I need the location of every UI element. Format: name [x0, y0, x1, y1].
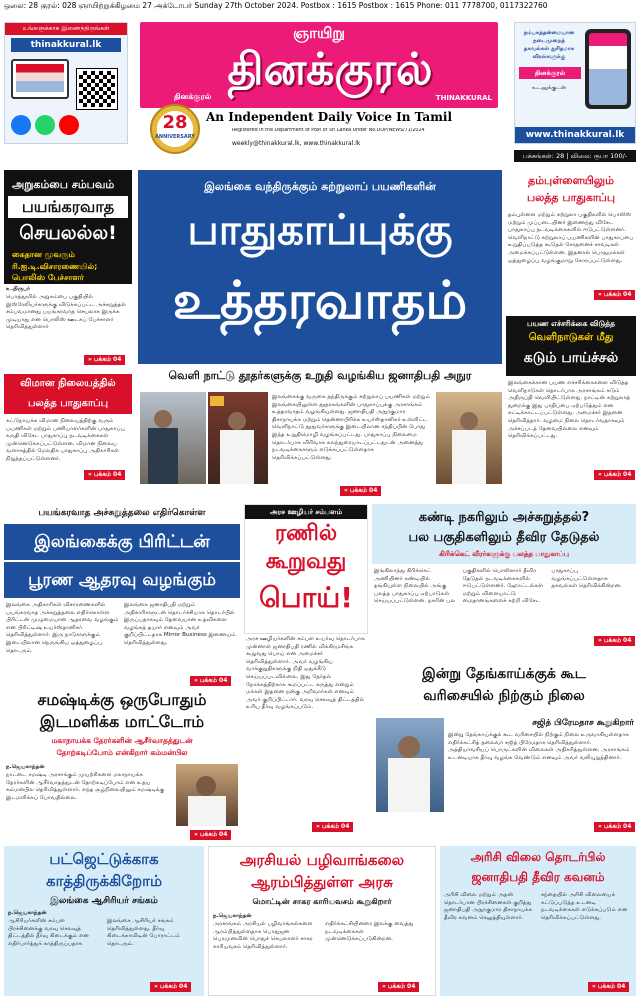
right-ad-line2: நடைமுறைத் [533, 38, 565, 44]
federalism-speaker-photo [176, 764, 238, 826]
coconut-speaker-photo [376, 718, 444, 812]
r1-headline-2: பலத்த பாதுகாப்பு [526, 191, 616, 204]
a7-headline-2: இடமளிக்க மாட்டோம் [39, 712, 205, 731]
a10-body: அரிசி விலை மற்றும் அதன் தொடர்பான பிரச்சினைகள் குறித்து ஜனாதிபதி அநுரகுமார திசாநாயக்க தீவிர கவனம் செலுத்தியுள்ளார். சந்தையில் அரிசி விலையைக் கட்டுப்படுத்த உடனடி நடவடிக்கைகள் எடுக்கப்படும் என தெரிவிக்கப்பட்டுள்ளது. [444, 892, 628, 921]
masthead-day: ஞாயிறு [293, 24, 345, 42]
article-airport[interactable] [4, 374, 132, 482]
right-ad-app: தினக்குரல் [519, 67, 581, 79]
top-info-bar: ஒலை: 28 குரல்: 028 ஞாயிற்றுக்கிழமை 27 அக்டோபர் Sunday 27th October 2024. Postbox : 1615 Postbox : 1615 Phone: 011 7778700, 0117322760 [0, 0, 640, 12]
article-rice-price[interactable] [440, 846, 636, 996]
masthead-title: தினக்குரல் [227, 44, 433, 95]
a1-headline-2: பயங்கரவாத [8, 196, 128, 218]
a1-headline-3: செயலல்ல! [19, 222, 117, 244]
a9-headline-1: அரசியல் பழிவாங்கலை [239, 851, 405, 869]
r1-continued[interactable]: » பக்கம் 04 [594, 290, 635, 300]
a9-sub: மொட்டின் சாகர காரியவசம் கூறுகிறார் [252, 897, 392, 906]
a7-sub-1: மகாநாயக்க தேரர்களின் ஆசீர்வாதத்துடன் [51, 736, 193, 745]
facebook-icon[interactable] [11, 115, 31, 135]
article-travel-warning[interactable] [506, 316, 636, 376]
r2-kicker: பயண எச்சரிக்கை விடுத்த [526, 319, 616, 328]
a5-body: இங்கிலாந்து கிரிக்கெட் அணியினர் கண்டியில் தங்கியுள்ள நிலையில் அங்கு பலத்த பாதுகாப்பு ஏற்பாடுகள் செய்யப்பட்டுள்ளன. நகரின் பல பகுதிகளில் பொலிஸார் தீவிர தேடுதல் நடவடிக்கைகளில் ஈடுபட்டுள்ளனர். ஹோட்டல்கள் மற்றும் விளையாட்டு மைதானங்களைச் சுற்றி விசேட பாதுகாப்பு வழங்கப்பட்டுள்ளதாக தகவல்கள் தெரிவிக்கின்றன. [374, 568, 622, 605]
a10-headline-2: ஜனாதிபதி தீவிர கவனம் [471, 870, 605, 884]
a4-headline-1: ரணில் [274, 521, 338, 546]
a8-body: ஆசிரியர்களின் சம்பள பிரச்சினைக்கு வரவு செலவுத் திட்டத்தில் தீர்வு கிடைக்கும் என எதிர்பார்த்துக் காத்திருப்பதாக இலங்கை ஆசிரியர் சங்கம் தெரிவித்துள்ளது. தீர்வு கிடைக்காவிடின் போராட்டம் தொடரும். [8, 918, 180, 947]
a7-byline: ந.ஜெயகாந்தன் [6, 764, 45, 770]
a1-sub-1: கைதான மூவரும் [12, 250, 75, 259]
masthead [140, 22, 498, 108]
a2-headline-2: பலத்த பாதுகாப்பு [4, 394, 132, 414]
a3-headline-1: இலங்கைக்கு பிரிட்டன் [4, 524, 240, 560]
youtube-icon[interactable] [59, 115, 79, 135]
a10-continued[interactable]: » பக்கம் 04 [588, 982, 629, 992]
lead-photo-2 [208, 392, 268, 484]
article-arugambay[interactable] [4, 170, 132, 284]
a8-headline-2: காத்திருக்கிறோம் [45, 872, 163, 890]
anniversary-text: ANNIVERSARY [155, 134, 195, 140]
a1-body: பொத்துவில் அறுகம்பை பகுதியில் இஸ்ரேலியர்களுக்கு விடுக்கப்பட்ட அச்சுறுத்தல் சம்பவமானது பயங்கரவாத செயலாக இருக்க முடியாது என பொலிஸ் ஊடகப் பேச்சாளர் தெரிவித்துள்ளார் [6, 294, 126, 331]
a9-byline: ந.ஜெயகாந்தன் [213, 913, 252, 919]
right-ad-line1: நம்பகத்தன்மையான [523, 30, 575, 36]
a7-headline-1: சமஷ்டிக்கு ஒருபோதும் [37, 690, 207, 709]
a4-headline-3: பொய்! [258, 581, 354, 614]
a4-body: அரச ஊழியர்களின் சம்பள உயர்வு தொடர்பாக முன்னாள் ஜனாதிபதி ரணில் விக்கிரமசிங்க கூறுவது பொய் என அமைச்சர் தெரிவித்துள்ளார். அவர் வழங்கிய வாக்குறுதிகளுக்கு நிதி ஒதுக்கீடு செய்யப்படவில்லை. இது தேர்தல் நோக்கத்திற்காக கூறப்பட்ட கருத்து என்றும் மக்கள் இதனை நன்கு அறிவார்கள் எனவும் அவர் குறிப்பிட்டார். வரவு செலவுத் திட்டத்தில் உரிய தீர்வு வழங்கப்படும். [246, 636, 365, 711]
a7-body: நாட்டை சமஷ்டி அரசாக்கும் முயற்சிகளை மகாநாயக்க தேரர்களின் ஆசீர்வாதத்துடன் தோற்கடிப்போம் என உதய கம்மன்பில தெரிவித்துள்ளார். எந்த சூழ்நிலையிலும் சமஷ்டிக்கு இடமளிக்கப் போவதில்லை. [6, 772, 165, 801]
a3-body-1: இலங்கை அதிகாரிகள் விசாரணைகளில் பயங்கரவாத அச்சுறுத்தலை எதிர்கொள்ள பிரிட்டன் முழுமையான ஆதரவை வழங்கும் என பிரிட்டிஷ் உயர்ஸ்தானிகர் தெரிவித்துள்ளார். இரு நாடுகளுக்கும் இடையிலான நெருங்கிய ஒத்துழைப்பு தொடரும். [6, 602, 119, 654]
left-ad-caption: உங்களுக்காக இணைந்திருங்கள் [5, 23, 127, 35]
a1-headline-1: அறுகம்பை சம்பவம் [12, 178, 115, 191]
article-political-revenge[interactable] [208, 846, 436, 996]
a6-body: இன்று தேங்காய்க்குக் கூட வரிசையில் நிற்கும் நிலை உருவாகியுள்ளதாக எதிர்க்கட்சித் தலைவர் சஜித் பிரேமதாச தெரிவித்துள்ளார். அத்தியாவசியப் பொருட்களின் விலைகள் அதிகரித்துள்ளன. அரசாங்கம் உடனடியாக தீர்வு வழங்க வேண்டும் எனவும் அவர் வலியுறுத்தினார். [448, 732, 630, 761]
a1-continued[interactable]: » பக்கம் 04 [84, 355, 125, 365]
a6-continued[interactable]: » பக்கம் 04 [594, 822, 635, 832]
qr-code-icon [77, 69, 117, 109]
a5-continued[interactable]: » பக்கம் 04 [594, 636, 635, 646]
right-ad-site: www.thinakkural.lk [515, 127, 635, 143]
whatsapp-icon[interactable] [35, 115, 55, 135]
masthead-emails[interactable]: weekly@thinakkural.lk, www.thinakkural.lk [232, 140, 361, 147]
a1-byline: உ.நிருபர் [6, 286, 31, 292]
left-ad[interactable] [4, 22, 128, 144]
a5-headline-2: பல பகுதிகளிலும் தீவிர தேடுதல் [408, 530, 600, 545]
a1-sub-2: ரி.ஐ.டி.விசாரணையில்; [12, 262, 98, 271]
r2-headline-2: கடும் பாய்ச்சல் [523, 350, 619, 366]
a9-headline-2: ஆரம்பித்துள்ள அரசு [251, 873, 393, 891]
page-info: பக்கங்கள்: 28 | விலை: ரூபா 100/- [514, 150, 636, 162]
lead-body: இலங்கைக்கு வருகை தந்திருக்கும் சுற்றுலாப் பயணிகள் மற்றும் இலங்கையிலுள்ள தூதரகங்களின் பாதுகாப்புக்கு அரசாங்கம் உத்தரவாதம் வழங்கியுள்ளது. ஜனாதிபதி அநுரகுமார திசாநாயக்க மற்றும் தென்னாபிரிக்க உயர்ஸ்தானிகர் உள்ளிட்ட வெளிநாட்டு தூதுவர்களுக்கு இடையிலான சந்திப்பின் போது இந்த உறுதிமொழி வழங்கப்பட்டது. பாதுகாப்பு நிலைமை தொடர்பாக விரிவாக கலந்துரையாடப்பட்டதுடன் அனைத்து நடவடிக்கைகளும் எடுக்கப்பட்டுள்ளதாக தெரிவிக்கப்பட்டுள்ளது. [272, 394, 430, 461]
r1-body: தம்புள்ளை மற்றும் சுற்றுலா பகுதிகளில் பொலிஸ் மற்றும் முப்படையினர் இணைந்து விசேட பாதுகாப்பு நடவடிக்கைகளில் ஈடுபட்டுள்ளனர். வெளிநாட்டு சுற்றுலாப் பயணிகளின் பாதுகாப்பை உறுதிப்படுத்த கூடுதல் சோதனைச் சாவடிகள் அமைக்கப்பட்டுள்ளன. இதனால் பொதுமக்கள் ஒத்துழைப்பு வழங்குமாறு கோரப்பட்டுள்ளது. [508, 212, 634, 264]
a3-continued[interactable]: » பக்கம் 04 [190, 676, 231, 686]
lead-headline-2: உத்தரவாதம் [172, 271, 468, 331]
a4-kicker: அரச ஊழியர் சம்பளம் [245, 505, 367, 519]
a1-sub-3: பொலிஸ் பேச்சாளர் [12, 273, 84, 282]
masthead-tagline: An Independent Daily Voice In Tamil [206, 110, 453, 124]
article-coconut[interactable] [372, 664, 636, 714]
smartphone-icon [585, 29, 631, 109]
lead-photo-3 [436, 392, 502, 484]
a7-sub-2: தோற்கடிப்போம் என்கிறார் கம்மன்பில [56, 748, 188, 757]
r2-headline-1: வெளிநாடுகள் மீது [528, 332, 614, 343]
laptop-icon [11, 59, 69, 99]
a9-body: அரசாங்கம் அரசியல் பழிவாங்கல்களை ஆரம்பித்துள்ளதாக பொதுஜன பெரமுனவின் பொதுச் செயலாளர் சாகர காரியவசம் தெரிவித்துள்ளார். எதிர்க்கட்சியினரை இலக்கு வைத்து நடவடிக்கைகள் முன்னெடுக்கப்படுகின்றன. [213, 921, 414, 950]
a3-headline-2: பூரண ஆதரவு வழங்கும் [4, 562, 240, 598]
a2-body: கட்டுநாயக்க விமான நிலையத்திற்கு வரும் பயணிகள் மற்றும் பணியாளர்களின் பாதுகாப்பு கருதி விசேட பாதுகாப்பு நடவடிக்கைகள் முன்னெடுக்கப்பட்டுள்ளன. விமான நிலைய வளாகத்தில் மேலதிக பாதுகாப்பு அதிகாரிகள் நிறுத்தப்பட்டுள்ளனர். [6, 418, 125, 462]
a8-sub: இலங்கை ஆசிரியர் சங்கம் [50, 896, 158, 906]
right-ad-line5: உடனுக்குடன் [532, 85, 566, 91]
right-ad-line4: விரல்களுக்கு [532, 54, 566, 60]
anniversary-emblem [144, 100, 206, 158]
article-dambulla[interactable] [506, 172, 636, 208]
lead-photo-handshake [140, 392, 206, 484]
a6-headline-1: இன்று தேங்காய்க்குக் கூட [422, 666, 586, 682]
a7-continued[interactable]: » பக்கம் 04 [190, 830, 231, 840]
a2-headline-1: விமான நிலையத்தில் [4, 374, 132, 394]
right-ad-line3: தகவல்கள் துரிதமாக [523, 46, 575, 52]
lead-story[interactable] [138, 170, 502, 364]
masthead-registration: Registered In the Department of Post of Sri Lanka Under No.DOP/NEWS/71/2024 [232, 128, 425, 133]
article-federalism[interactable] [4, 690, 240, 762]
masthead-small: தினக்குரல் [174, 92, 212, 101]
lead-kicker: இலங்கை வந்திருக்கும் சுற்றுலாப் பயணிகளின் [204, 180, 436, 193]
a4-continued[interactable]: » பக்கம் 04 [312, 822, 353, 832]
a9-continued[interactable]: » பக்கம் 04 [378, 982, 419, 992]
lead-continued[interactable]: » பக்கம் 04 [340, 486, 381, 496]
r2-body: இலங்கைக்கான பயண எச்சரிக்கைகளை விடுத்த வெளிநாடுகள் தொடர்பாக அரசாங்கம் கடும் அதிருப்தி வெளியிட்டுள்ளது. நாட்டின் சுற்றுலாத் துறைக்கு இது பாதிப்பை ஏற்படுத்தும் என சுட்டிக்காட்டப்பட்டுள்ளது. அமைச்சர் இதனை தெரிவித்தார். வழமை நிலை தொடர்வதாகவும் அச்சப்படத் தேவையில்லை எனவும் தெரிவிக்கப்பட்டது. [508, 380, 631, 440]
a6-byline: சஜித் பிரேமதாச கூறுகிறார் [532, 718, 634, 728]
r1-headline-1: தம்புள்ளையிலும் [528, 174, 614, 187]
article-ranil[interactable] [244, 504, 368, 634]
left-ad-site: thinakkural.lk [11, 38, 121, 52]
article-kandy[interactable] [372, 504, 636, 564]
masthead-eng: THINAKKURAL [435, 94, 492, 102]
a8-headline-1: பட்ஜெட்டுக்காக [49, 850, 159, 868]
a3-body-2: இலங்கை ஜனாதிபதி மற்றும் அதிகாரிகளுடன் தொடர்ச்சியாக தொடர்பில் இருப்பதாகவும் தேவையான உதவிகளை வழங்கத் தயார் எனவும் அவர் குறிப்பிட்டதாக Mirror Business இணையம் தெரிவித்துள்ளது. [124, 602, 236, 646]
anniversary-number: 28 [162, 112, 188, 133]
a8-continued[interactable]: » பக்கம் 04 [150, 982, 191, 992]
right-ad[interactable] [514, 22, 636, 144]
article-britain-support[interactable] [4, 504, 240, 598]
lead-headline-1: பாதுகாப்புக்கு [187, 205, 453, 254]
lead-subheadline: வெளி நாட்டு தூதர்களுக்கு உறுதி வழங்கிய ஜனாதிபதி அநுர [168, 369, 472, 382]
a10-headline-1: அரிசி விலை தொடர்பில் [470, 850, 606, 864]
a5-kicker: கிரிக்கெட் வீரர்களுக்கு பலத்த பாதுகாப்பு [439, 550, 569, 558]
a5-headline-1: கண்டி நகரிலும் அச்சுறுத்தல்? [418, 510, 590, 525]
a8-byline: ந.ஜெயகாந்தன் [8, 910, 47, 916]
a4-headline-2: கூறுவது [265, 549, 347, 574]
a2-continued[interactable]: » பக்கம் 04 [84, 470, 125, 480]
article-budget-teachers[interactable] [4, 846, 204, 996]
r2-continued[interactable]: » பக்கம் 04 [594, 470, 635, 480]
a6-headline-2: வரிசையில் நிற்கும் நிலை [423, 688, 585, 704]
a3-kicker: பயங்கரவாத அச்சுறுத்தலை எதிர்கொள்ள [4, 504, 240, 522]
